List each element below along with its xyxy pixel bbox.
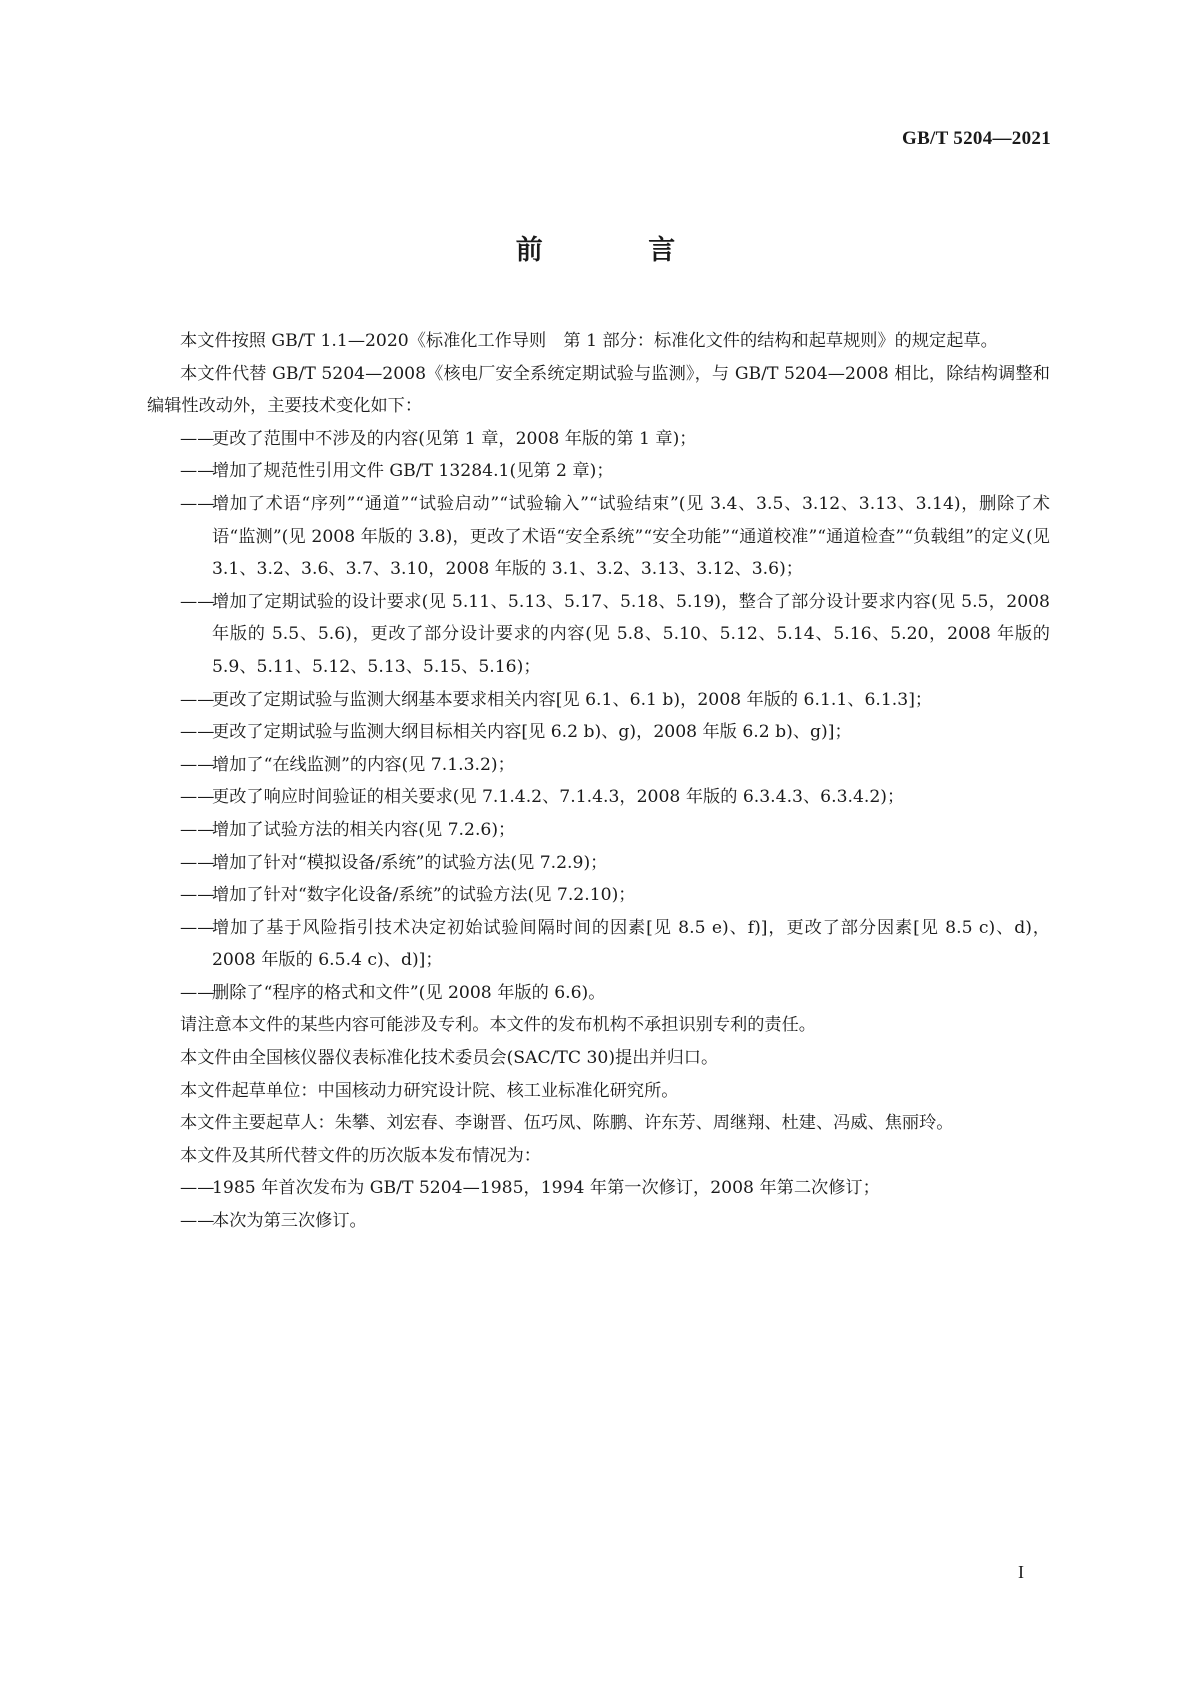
intro-paragraph: 本文件代替 GB/T 5204—2008《核电厂安全系统定期试验与监测》，与 GB/T 5204—2008 相比，除结构调整和编辑性改动外，主要技术变化如下： [147, 363, 1050, 417]
list-dash: —— [180, 885, 215, 906]
list-dash: —— [180, 787, 215, 808]
list-dash: —— [180, 917, 215, 938]
list-dash: —— [180, 1178, 215, 1199]
list-item: —— 删除了“程序的格式和文件”(见 2008 年版的 6.6)。 [147, 977, 1050, 1010]
list-dash: —— [180, 493, 215, 514]
list-dash: —— [180, 722, 215, 743]
drafters: 本文件主要起草人：朱攀、刘宏春、李谢晋、伍巧凤、陈鹏、许东芳、周继翔、杜建、冯威、焦丽玲。 [180, 1113, 954, 1134]
proposer-statement: 本文件由全国核仪器仪表标准化技术委员会(SAC/TC 30)提出并归口。 [180, 1048, 719, 1069]
list-dash: —— [180, 754, 215, 775]
document-code: GB/T 5204—2021 [901, 128, 1051, 149]
list-item: —— 增加了基于风险指引技术决定初始试验间隔时间的因素[见 8.5 e)、f)]，更改了部分因素[见 8.5 c)、d)，2008 年版的 6.5.4 c)、d)]； [147, 912, 1050, 977]
changes-list [147, 423, 1050, 1010]
list-item: —— 本次为第三次修订。 [147, 1205, 1050, 1238]
list-item: —— 增加了针对“数字化设备/系统”的试验方法(见 7.2.10)； [147, 879, 1050, 912]
list-item: —— 更改了定期试验与监测大纲目标相关内容[见 6.2 b)、g)，2008 年版 6.2 b)、g)]； [147, 716, 1050, 749]
list-item: —— 增加了试验方法的相关内容(见 7.2.6)； [147, 814, 1050, 847]
drafting-units: 本文件起草单位：中国核动力研究设计院、核工业标准化研究所。 [180, 1080, 679, 1101]
page-number: I [1018, 1562, 1024, 1582]
list-item: —— 增加了定期试验的设计要求(见 5.11、5.13、5.17、5.18、5.19)，整合了部分设计要求内容(见 5.5，2008 年版的 5.5、5.6)，更改了部分设计要求的内容(见 5.8、5.10、5.12、5.14、5.16、5.20，2008 年版的 5.9、5.11、5.12、5.13、5.15、5.16)； [147, 586, 1050, 684]
list-item: —— 1985 年首次发布为 GB/T 5204—1985，1994 年第一次修订，2008 年第二次修订； [147, 1172, 1050, 1205]
history-list [147, 1172, 1050, 1237]
document-body [147, 325, 1050, 1238]
list-item: —— 增加了规范性引用文件 GB/T 13284.1(见第 2 章)； [147, 455, 1050, 488]
intro-paragraph: 本文件按照 GB/T 1.1—2020《标准化工作导则 第 1 部分：标准化文件的结构和起草规则》的规定起草。 [180, 331, 998, 351]
list-dash: —— [180, 428, 215, 449]
list-item: —— 更改了定期试验与监测大纲基本要求相关内容[见 6.1、6.1 b)，2008 年版的 6.1.1、6.1.3]； [147, 684, 1050, 717]
page-title: 前 言 [515, 235, 724, 266]
history-intro: 本文件及其所代替文件的历次版本发布情况为： [180, 1145, 541, 1166]
list-dash: —— [180, 1211, 215, 1232]
list-item: —— 增加了“在线监测”的内容(见 7.1.3.2)； [147, 749, 1050, 782]
list-item: —— 增加了术语“序列”“通道”“试验启动”“试验输入”“试验结束”(见 3.4、3.5、3.12、3.13、3.14)，删除了术语“监测”(见 2008 年版的 3.8)，更改了术语“安全系统”“安全功能”“通道校准”“通道检查”“负载组”的定义(见 3.1、3.2、3.6、3.7、3.10，2008 年版的 3.1、3.2、3.13、3.12、3.6)； [147, 488, 1050, 586]
list-dash: —— [180, 982, 215, 1003]
list-dash: —— [180, 819, 215, 840]
list-dash: —— [180, 852, 215, 873]
list-dash: —— [180, 689, 215, 710]
list-item: —— 更改了响应时间验证的相关要求(见 7.1.4.2、7.1.4.3，2008 年版的 6.3.4.3、6.3.4.2)； [147, 781, 1050, 814]
list-dash: —— [180, 461, 215, 482]
patent-notice: 请注意本文件的某些内容可能涉及专利。本文件的发布机构不承担识别专利的责任。 [180, 1015, 816, 1036]
list-item: —— 更改了范围中不涉及的内容(见第 1 章，2008 年版的第 1 章)； [147, 423, 1050, 456]
list-dash: —— [180, 591, 215, 612]
list-item: —— 增加了针对“模拟设备/系统”的试验方法(见 7.2.9)； [147, 847, 1050, 880]
